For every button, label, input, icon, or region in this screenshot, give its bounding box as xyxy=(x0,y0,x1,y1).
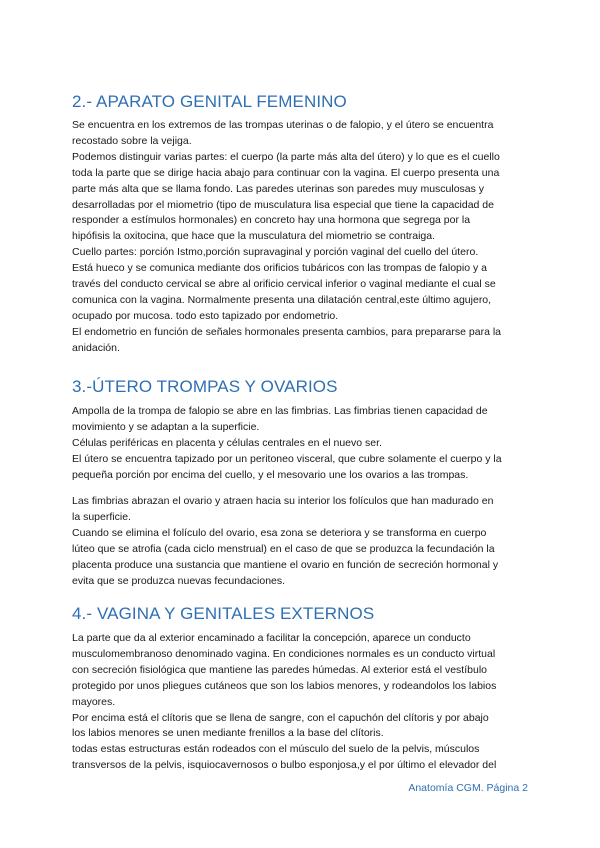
text-line: Podemos distinguir varias partes: el cuerpo (la parte más alta del útero) y lo que es el cuello xyxy=(72,150,500,163)
section-heading-utero-trompas-ovarios: 3.-ÚTERO TROMPAS Y OVARIOS xyxy=(72,377,338,396)
text-line: movimiento y se adaptan a la superficie. xyxy=(72,420,260,433)
text-line: Por encima está el clítoris que se llena de sangre, con el capuchón del clítoris y por abajo xyxy=(72,711,489,724)
text-line: evita que se produzca nuevas fecundaciones. xyxy=(72,574,286,587)
text-line: Cuello partes: porción Istmo,porción supravaginal y porción vaginal del cuello del útero. xyxy=(72,246,479,259)
text-line: Cuando se elimina el folículo del ovario, esa zona se deteriora y se transforma en cuerpo xyxy=(72,526,487,539)
text-line: la superficie. xyxy=(72,510,131,523)
section-heading-aparato-genital: 2.- APARATO GENITAL FEMENINO xyxy=(72,92,347,111)
text-line: responder a estímulos hormonales) en concreto hay una hormona que segrega por la xyxy=(72,214,471,227)
text-line: recostado sobre la vejiga. xyxy=(72,134,192,147)
text-line: comunica con la vagina. Normalmente presenta una dilatación central,este último agujero, xyxy=(72,293,492,306)
text-line: Las fimbrias abrazan el ovario y atraen hacia su interior los folículos que han madurado en xyxy=(72,495,494,507)
text-line: lúteo que se atrofia (cada ciclo menstrual) en el caso de que se produzca la fecundación la xyxy=(72,542,495,555)
text-line: Células periféricas en placenta y células centrales en el nuevo ser. xyxy=(72,436,382,449)
text-line: todas estas estructuras están rodeados con el músculo del suelo de la pelvis, músculos xyxy=(72,743,480,756)
text-line: hipófisis la oxitocina, que hace que la musculatura del miometrio se contraiga. xyxy=(72,230,436,243)
section-2-paragraph-1 xyxy=(72,404,532,484)
page-footer: Anatomía CGM. Página 2 xyxy=(408,782,528,794)
text-line: ocupado por mucosa. todo esto tapizado por endometrio. xyxy=(72,309,339,322)
text-line: musculomembranoso denominado vagina. En condiciones normales es un conducto virtual xyxy=(72,647,496,660)
section-2-paragraph-2 xyxy=(72,494,532,589)
text-line: El útero se encuentra tapizado por un peritoneo visceral, que cubre solamente el cuerpo y la xyxy=(72,452,502,465)
text-line: pequeña porción por encima del cuello, y el mesovario une los ovarios a las trompas. xyxy=(72,468,469,481)
text-line: El endometrio en función de señales hormonales presenta cambios, para prepararse para la xyxy=(72,325,502,338)
text-line: transversos de la pelvis, isquiocavernosos o bulbo esponjosa,y el por último el elevador del xyxy=(72,759,497,772)
text-line: través del conducto cervical se abre al orificio cervical inferior o vaginal mediante el cual se xyxy=(72,278,496,291)
text-line: con secreción fisiológica que mantiene las paredes húmedas. Al exterior está el vestíbulo xyxy=(72,663,487,676)
section-heading-vagina-genitales: 4.- VAGINA Y GENITALES EXTERNOS xyxy=(72,604,375,623)
text-line: Está hueco y se comunica mediante dos orificios tubáricos con las trompas de falopio y a xyxy=(72,262,487,275)
text-line: Se encuentra en los extremos de las trompas uterinas o de falopio, y el útero se encuentra xyxy=(72,119,494,131)
section-3-paragraph xyxy=(72,631,532,774)
section-1-paragraph xyxy=(72,118,532,357)
text-line: Ampolla de la trompa de falopio se abre en las fimbrias. Las fimbrias tienen capacidad de xyxy=(72,405,488,417)
text-line: anidación. xyxy=(72,341,120,354)
text-line: La parte que da al exterior encaminado a facilitar la concepción, aparece un conducto xyxy=(72,632,471,644)
text-line: protegido por unos pliegues cutáneos que son los labios menores, y rodeandolos los labios xyxy=(72,679,497,692)
text-line: toda la parte que se dirige hacia abajo para continuar con la vagina. El cuerpo presenta una xyxy=(72,166,500,179)
text-line: parte más alta que se llama fondo. Las paredes uterinas son paredes muy musculosas y xyxy=(72,182,485,195)
text-line: placenta produce una sustancia que mantiene el ovario en función de secreción hormonal y xyxy=(72,558,499,571)
text-line: los labios menores se unen mediante frenillos a la base del clítoris. xyxy=(72,727,384,740)
text-line: desarrolladas por el miometrio (tipo de musculatura lisa especial que tiene la capacidad de xyxy=(72,198,494,211)
text-line: mayores. xyxy=(72,695,116,708)
